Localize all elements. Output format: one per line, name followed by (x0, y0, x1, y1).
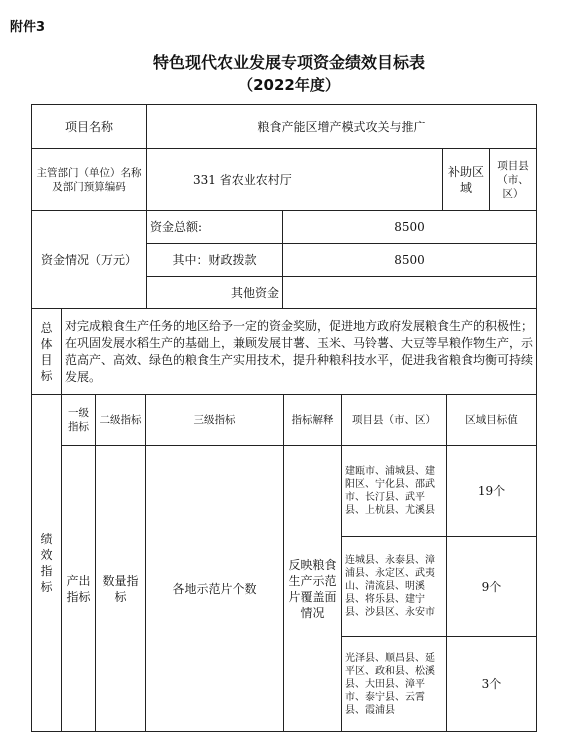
group-1-counties: 建瓯市、浦城县、建阳区、宁化县、邵武市、长汀县、武平县、上杭县、尤溪县 (341, 445, 447, 537)
row-explain: 反映粮食生产示范片覆盖面情况 (283, 445, 342, 732)
overall-target-text: 对完成粮食生产任务的地区给予一定的资金奖励，促进地方政府发展粮食生产的积极性；在巩固发展水稻生产的基础上，兼顾发展甘薯、玉米、马铃薯、大豆等旱粮作物生产，示范高产、高效、绿色的粮食生产实用技术，提升种粮科技水平，促进我省粮食均衡可持续发展。 (61, 308, 537, 395)
overall-target-label: 总体目标 (31, 308, 62, 395)
funds-other-label: 其他资金 (146, 276, 283, 309)
department-label: 主管部门（单位）名称及部门预算编码 (31, 148, 147, 211)
performance-label: 绩效指标 (31, 394, 62, 732)
funds-fiscal-label: 其中：财政拨款 (146, 243, 283, 277)
header-explain: 指标解释 (283, 394, 342, 446)
group-2-counties: 连城县、永泰县、漳浦县、永定区、武夷山、清流县、明溪县、将乐县、建宁县、沙县区、永安市 (341, 536, 447, 637)
project-name-label: 项目名称 (31, 104, 147, 149)
funds-other-value (282, 276, 537, 309)
subsidy-area-value: 项目县（市、区） (489, 148, 537, 211)
subsidy-area-label: 补助区域 (442, 148, 490, 211)
page-title: 特色现代农业发展专项资金绩效目标表 (152, 53, 425, 72)
group-1-target: 19个 (446, 445, 537, 537)
group-2-target: 9个 (446, 536, 537, 637)
header-level1: 一级指标 (61, 394, 96, 446)
project-name-value: 粮食产能区增产模式攻关与推广 (146, 104, 537, 149)
row-level3: 各地示范片个数 (145, 445, 284, 732)
header-target: 区域目标值 (446, 394, 537, 446)
header-level3: 三级指标 (145, 394, 284, 446)
department-value: 331 省农业农村厅 (146, 148, 443, 211)
funds-label: 资金情况（万元） (31, 210, 147, 309)
group-3-counties: 光泽县、顺昌县、延平区、政和县、松溪县、大田县、漳平市、泰宁县、云霄县、霞浦县 (341, 636, 447, 732)
funds-fiscal-value: 8500 (282, 243, 537, 277)
funds-total-label: 资金总额: (146, 210, 283, 244)
funds-total-value: 8500 (282, 210, 537, 244)
row-level1: 产出指标 (61, 445, 96, 732)
header-county: 项目县（市、区） (341, 394, 447, 446)
header-level2: 二级指标 (95, 394, 146, 446)
annex-label: 附件3 (10, 20, 46, 35)
row-level2: 数量指标 (95, 445, 146, 732)
page-year: （2022年度） (238, 76, 340, 94)
group-3-target: 3个 (446, 636, 537, 732)
